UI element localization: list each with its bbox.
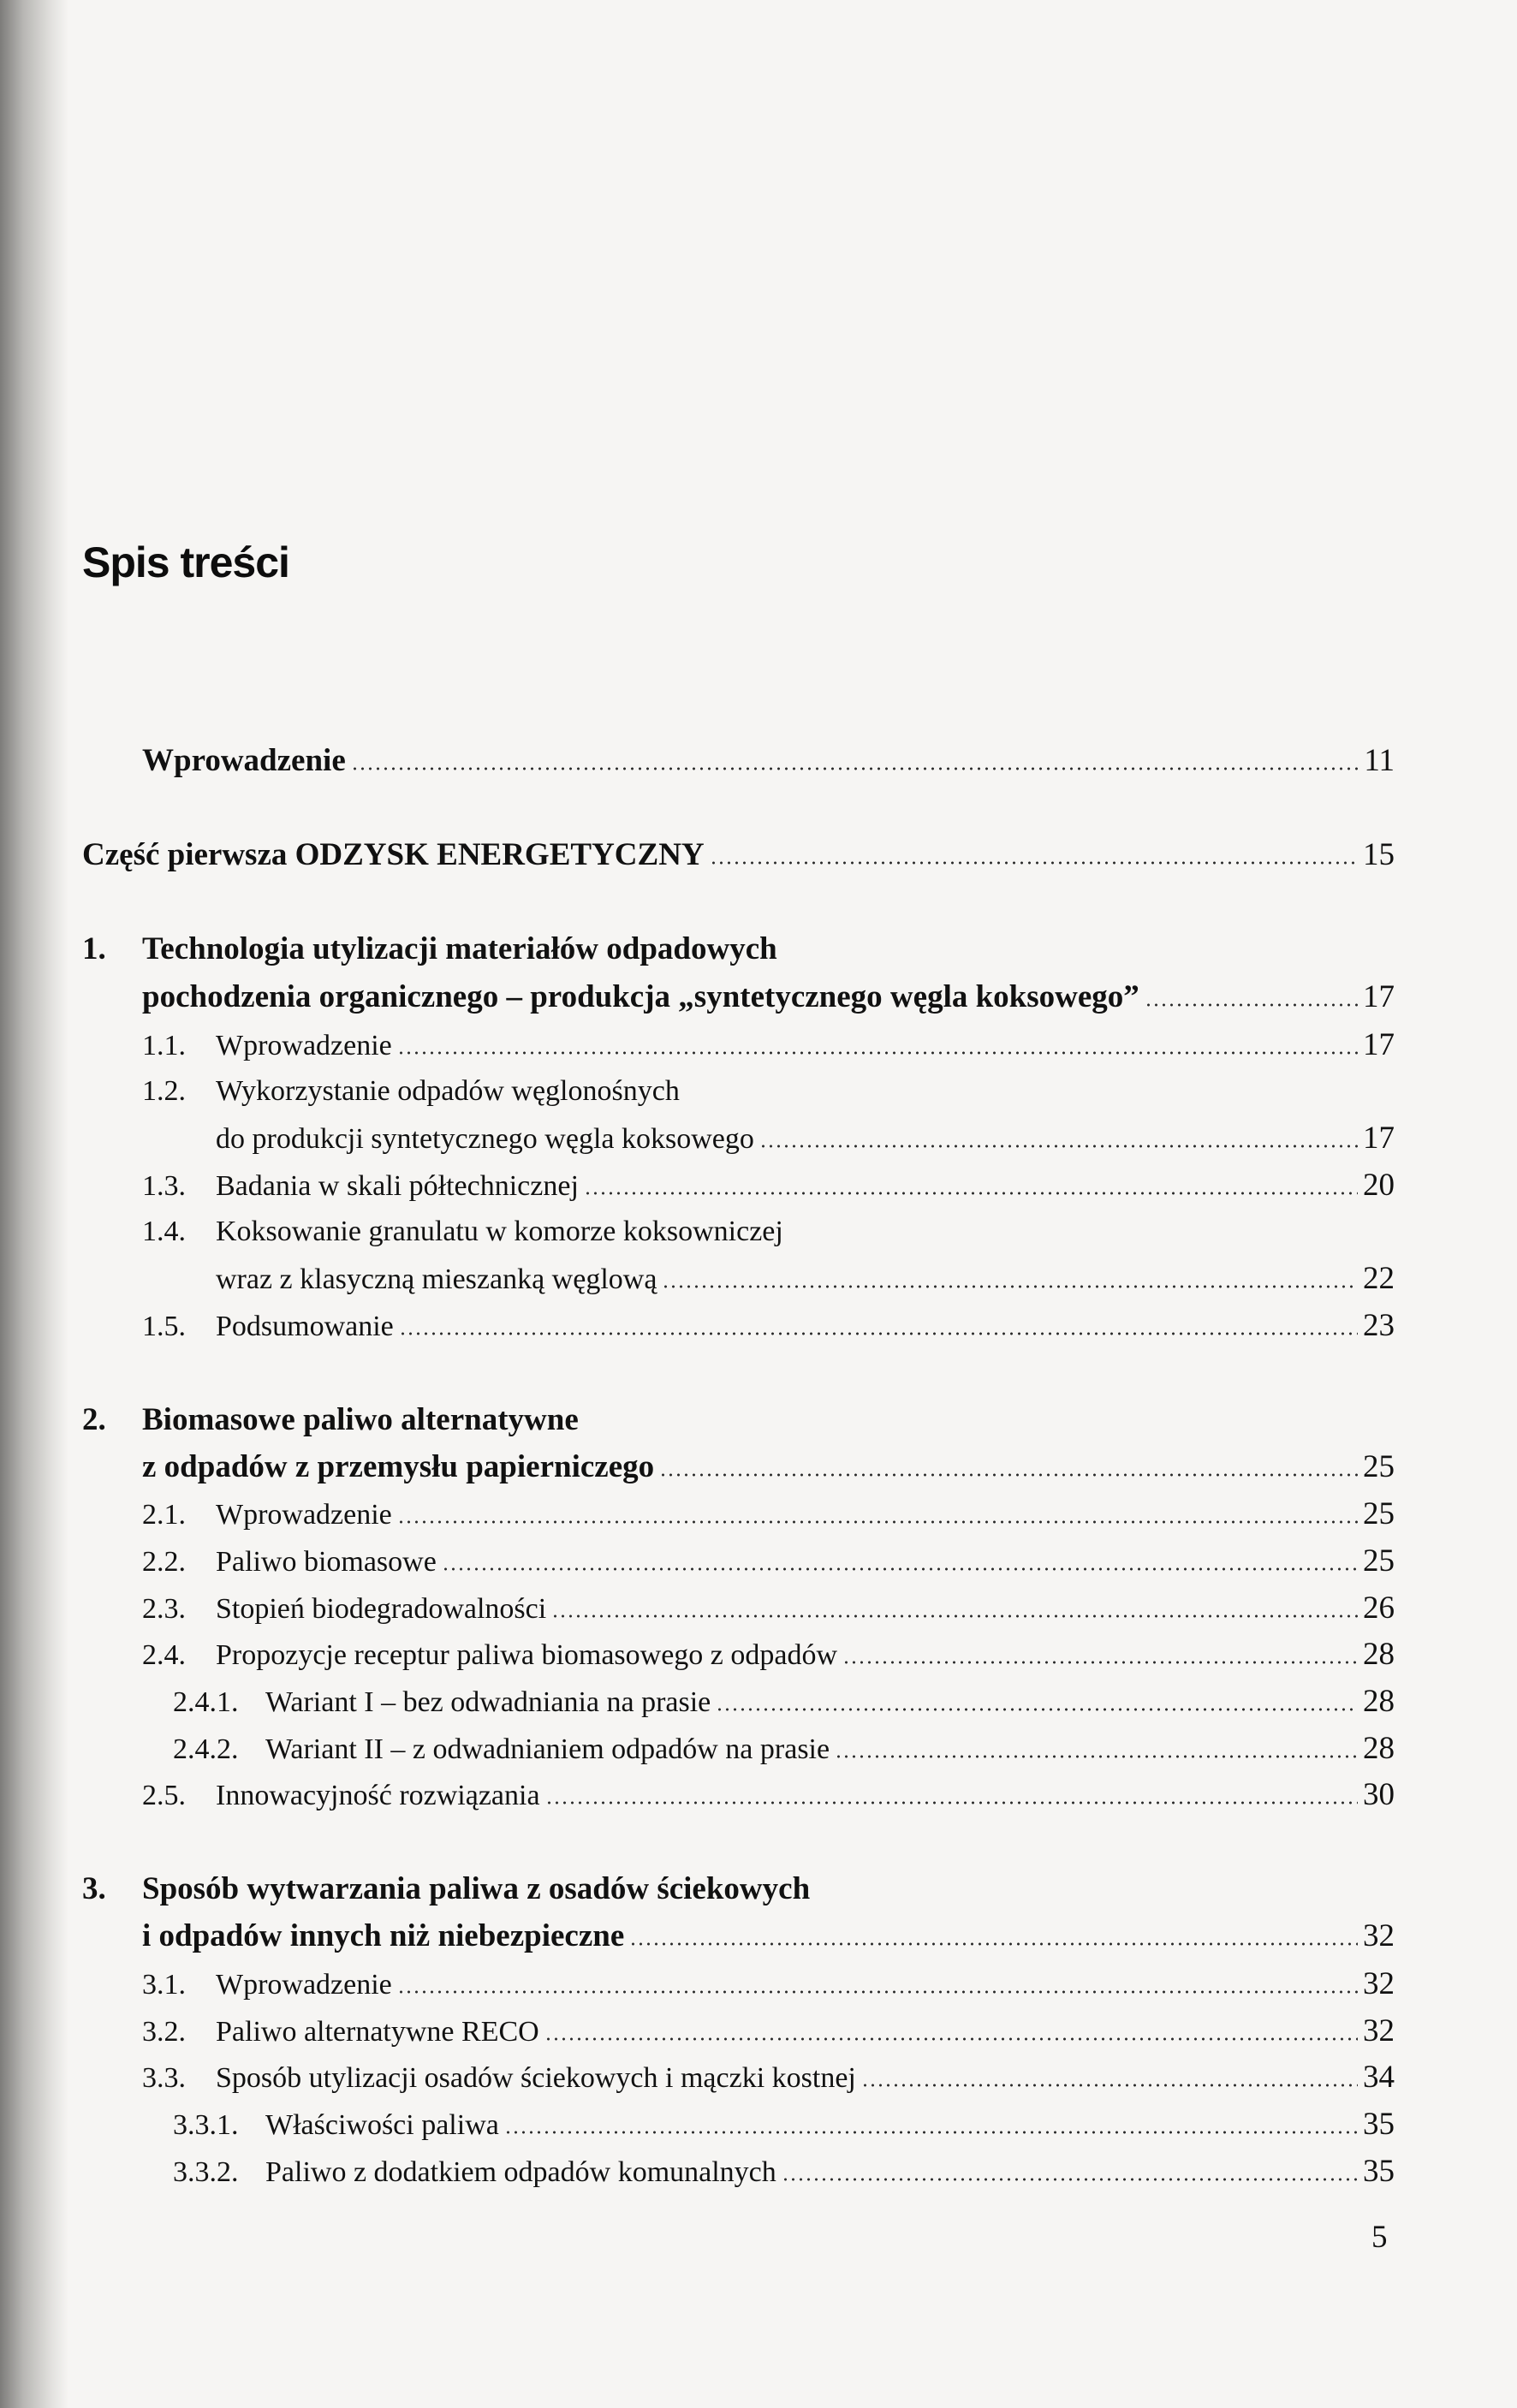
toc-entry-page: 25 xyxy=(1363,1496,1395,1531)
toc-entry-page: 34 xyxy=(1363,2060,1395,2095)
toc-entry-page: 22 xyxy=(1363,1261,1395,1296)
toc-entry-text: Stopień biodegradowalności xyxy=(216,1593,547,1625)
toc-entry-text: Paliwo z dodatkiem odpadów komunalnych xyxy=(265,2156,776,2188)
scan-shadow-edge xyxy=(0,0,68,2408)
toc-entry-text: Podsumowanie xyxy=(216,1311,394,1342)
dot-leader xyxy=(1145,1003,1358,1007)
toc-entry-text: Część pierwsza ODZYSK ENERGETYCZNY xyxy=(82,837,705,872)
toc-entry-page: 32 xyxy=(1363,1966,1395,2001)
toc-section-2-4[interactable] xyxy=(142,1635,1395,1675)
dot-leader xyxy=(842,1661,1358,1664)
toc-entry-number: 2.4. xyxy=(142,1639,186,1671)
toc-chapter-2-line1[interactable] xyxy=(82,1400,1395,1440)
toc-entry-text: i odpadów innych niż niebezpieczne xyxy=(142,1918,625,1953)
page-number: 5 xyxy=(1371,2220,1388,2255)
toc-subsection-2-4-1[interactable] xyxy=(173,1682,1395,1722)
toc-entry-number: 3.2. xyxy=(142,2016,186,2048)
toc-chapter-1[interactable] xyxy=(142,978,1395,1017)
toc-entry-page: 28 xyxy=(1363,1684,1395,1719)
toc-section-1-5[interactable] xyxy=(142,1306,1395,1347)
toc-section-2-1[interactable] xyxy=(142,1495,1395,1535)
toc-section-1-2[interactable] xyxy=(216,1119,1395,1159)
toc-entry-number: 1. xyxy=(82,931,106,966)
dot-leader xyxy=(545,1801,1358,1805)
toc-entry-number: 2.4.1. xyxy=(173,1686,239,1718)
toc-entry-text: Wprowadzenie xyxy=(142,743,346,778)
toc-entry-page: 28 xyxy=(1363,1637,1395,1672)
toc-entry-number: 2.4.2. xyxy=(173,1733,239,1765)
toc-entry-page: 35 xyxy=(1363,2154,1395,2189)
toc-section-3-3[interactable] xyxy=(142,2058,1395,2098)
toc-entry-text: Wprowadzenie xyxy=(216,1030,392,1061)
toc-chapter-3[interactable] xyxy=(142,1917,1395,1956)
toc-entry-text: Sposób utylizacji osadów ściekowych i mączki kostnej xyxy=(216,2062,856,2094)
toc-entry-number: 2. xyxy=(82,1402,106,1437)
dot-leader xyxy=(544,2037,1358,2041)
toc-entry-text: Badania w skali półtechnicznej xyxy=(216,1170,579,1202)
toc-section-1-1[interactable] xyxy=(142,1026,1395,1066)
toc-entry-text: Wprowadzenie xyxy=(216,1499,392,1531)
toc-entry-text: Wprowadzenie xyxy=(216,1969,392,2001)
toc-subsection-3-3-2[interactable] xyxy=(173,2152,1395,2192)
toc-entry-page: 32 xyxy=(1363,2013,1395,2048)
dot-leader xyxy=(397,1990,1358,1994)
toc-entry-text: Innowacyjność rozwiązania xyxy=(216,1780,540,1811)
toc-entry-page: 11 xyxy=(1364,743,1395,778)
toc-entry-number: 1.1. xyxy=(142,1030,186,1061)
toc-entry-number: 1.4. xyxy=(142,1216,186,1247)
toc-section-3-2[interactable] xyxy=(142,2012,1395,2052)
toc-entry-number: 3.1. xyxy=(142,1969,186,2001)
toc-entry-text: pochodzenia organicznego – produkcja „syntetycznego węgla koksowego” xyxy=(142,979,1139,1014)
toc-chapter-2[interactable] xyxy=(142,1448,1395,1487)
toc-entry-page: 15 xyxy=(1363,837,1395,872)
toc-entry-number: 2.2. xyxy=(142,1546,186,1578)
toc-entry-page: 17 xyxy=(1363,979,1395,1014)
toc-entry-text: Koksowanie granulatu w komorze koksowniczej xyxy=(216,1216,783,1247)
dot-leader xyxy=(397,1520,1358,1524)
toc-entry-page: 28 xyxy=(1363,1731,1395,1766)
toc-entry-page: 23 xyxy=(1363,1308,1395,1343)
toc-entry-page: 30 xyxy=(1363,1777,1395,1812)
toc-entry-page: 17 xyxy=(1363,1121,1395,1156)
toc-entry-intro[interactable] xyxy=(142,741,1395,781)
dot-leader xyxy=(442,1567,1358,1571)
toc-subsection-2-4-2[interactable] xyxy=(173,1729,1395,1769)
dot-leader xyxy=(397,1051,1358,1055)
toc-entry-page: 26 xyxy=(1363,1590,1395,1626)
toc-entry-number: 1.2. xyxy=(142,1075,186,1107)
dot-leader xyxy=(629,1942,1358,1946)
toc-section-2-5[interactable] xyxy=(142,1775,1395,1816)
dot-leader xyxy=(759,1145,1358,1148)
toc-entry-number: 3.3. xyxy=(142,2062,186,2094)
dot-leader xyxy=(716,1708,1358,1711)
dot-leader xyxy=(399,1332,1358,1335)
toc-section-3-1[interactable] xyxy=(142,1965,1395,2005)
toc-chapter-1-line1[interactable] xyxy=(82,930,1395,969)
toc-section-1-4-line1[interactable] xyxy=(142,1212,1395,1252)
toc-section-1-3[interactable] xyxy=(142,1166,1395,1206)
toc-entry-page: 32 xyxy=(1363,1918,1395,1953)
dot-leader xyxy=(710,861,1358,865)
toc-entry-text: Sposób wytwarzania paliwa z osadów ściekowych xyxy=(142,1871,811,1906)
toc-entry-page: 17 xyxy=(1363,1027,1395,1062)
toc-entry-part-one[interactable] xyxy=(82,835,1395,875)
toc-section-1-4[interactable] xyxy=(216,1259,1395,1299)
toc-entry-text: Paliwo alternatywne RECO xyxy=(216,2016,539,2048)
dot-leader xyxy=(351,767,1359,770)
toc-entry-number: 2.5. xyxy=(142,1780,186,1811)
toc-entry-text: Paliwo biomasowe xyxy=(216,1546,437,1578)
dot-leader xyxy=(835,1755,1358,1758)
toc-entry-text: Technologia utylizacji materiałów odpadowych xyxy=(142,931,777,966)
toc-entry-text: Biomasowe paliwo alternatywne xyxy=(142,1402,579,1437)
toc-entry-number: 2.3. xyxy=(142,1593,186,1625)
toc-section-2-3[interactable] xyxy=(142,1589,1395,1629)
toc-entry-text: do produkcji syntetycznego węgla koksowego xyxy=(216,1123,754,1155)
dot-leader xyxy=(782,2178,1358,2181)
toc-entry-number: 2.1. xyxy=(142,1499,186,1531)
toc-entry-text: Wykorzystanie odpadów węglonośnych xyxy=(216,1075,680,1107)
toc-entry-page: 20 xyxy=(1363,1168,1395,1203)
toc-entry-number: 3.3.2. xyxy=(173,2156,239,2188)
dot-leader xyxy=(659,1473,1358,1477)
toc-entry-number: 1.5. xyxy=(142,1311,186,1342)
toc-entry-text: Propozycje receptur paliwa biomasowego z odpadów xyxy=(216,1639,838,1671)
dot-leader xyxy=(584,1192,1358,1195)
toc-entry-text: Właściwości paliwa xyxy=(265,2109,499,2141)
dot-leader xyxy=(662,1285,1358,1288)
toc-section-2-2[interactable] xyxy=(142,1542,1395,1582)
toc-entry-number: 3. xyxy=(82,1871,106,1906)
toc-entry-page: 25 xyxy=(1363,1449,1395,1484)
toc-entry-text: wraz z klasyczną mieszanką węglową xyxy=(216,1263,657,1295)
dot-leader xyxy=(551,1614,1358,1618)
toc-entry-text: z odpadów z przemysłu papierniczego xyxy=(142,1449,655,1484)
toc-entry-number: 3.3.1. xyxy=(173,2109,239,2141)
dot-leader xyxy=(861,2084,1358,2087)
toc-chapter-3-line1[interactable] xyxy=(82,1870,1395,1909)
toc-entry-text: Wariant II – z odwadnianiem odpadów na prasie xyxy=(265,1733,830,1765)
toc-entry-text: Wariant I – bez odwadniania na prasie xyxy=(265,1686,711,1718)
toc-entry-number: 1.3. xyxy=(142,1170,186,1202)
dot-leader xyxy=(504,2131,1358,2134)
page-title: Spis treści xyxy=(82,538,289,586)
toc-entry-page: 25 xyxy=(1363,1543,1395,1579)
toc-entry-page: 35 xyxy=(1363,2107,1395,2142)
toc-subsection-3-3-1[interactable] xyxy=(173,2105,1395,2145)
toc-section-1-2-line1[interactable] xyxy=(142,1072,1395,1111)
